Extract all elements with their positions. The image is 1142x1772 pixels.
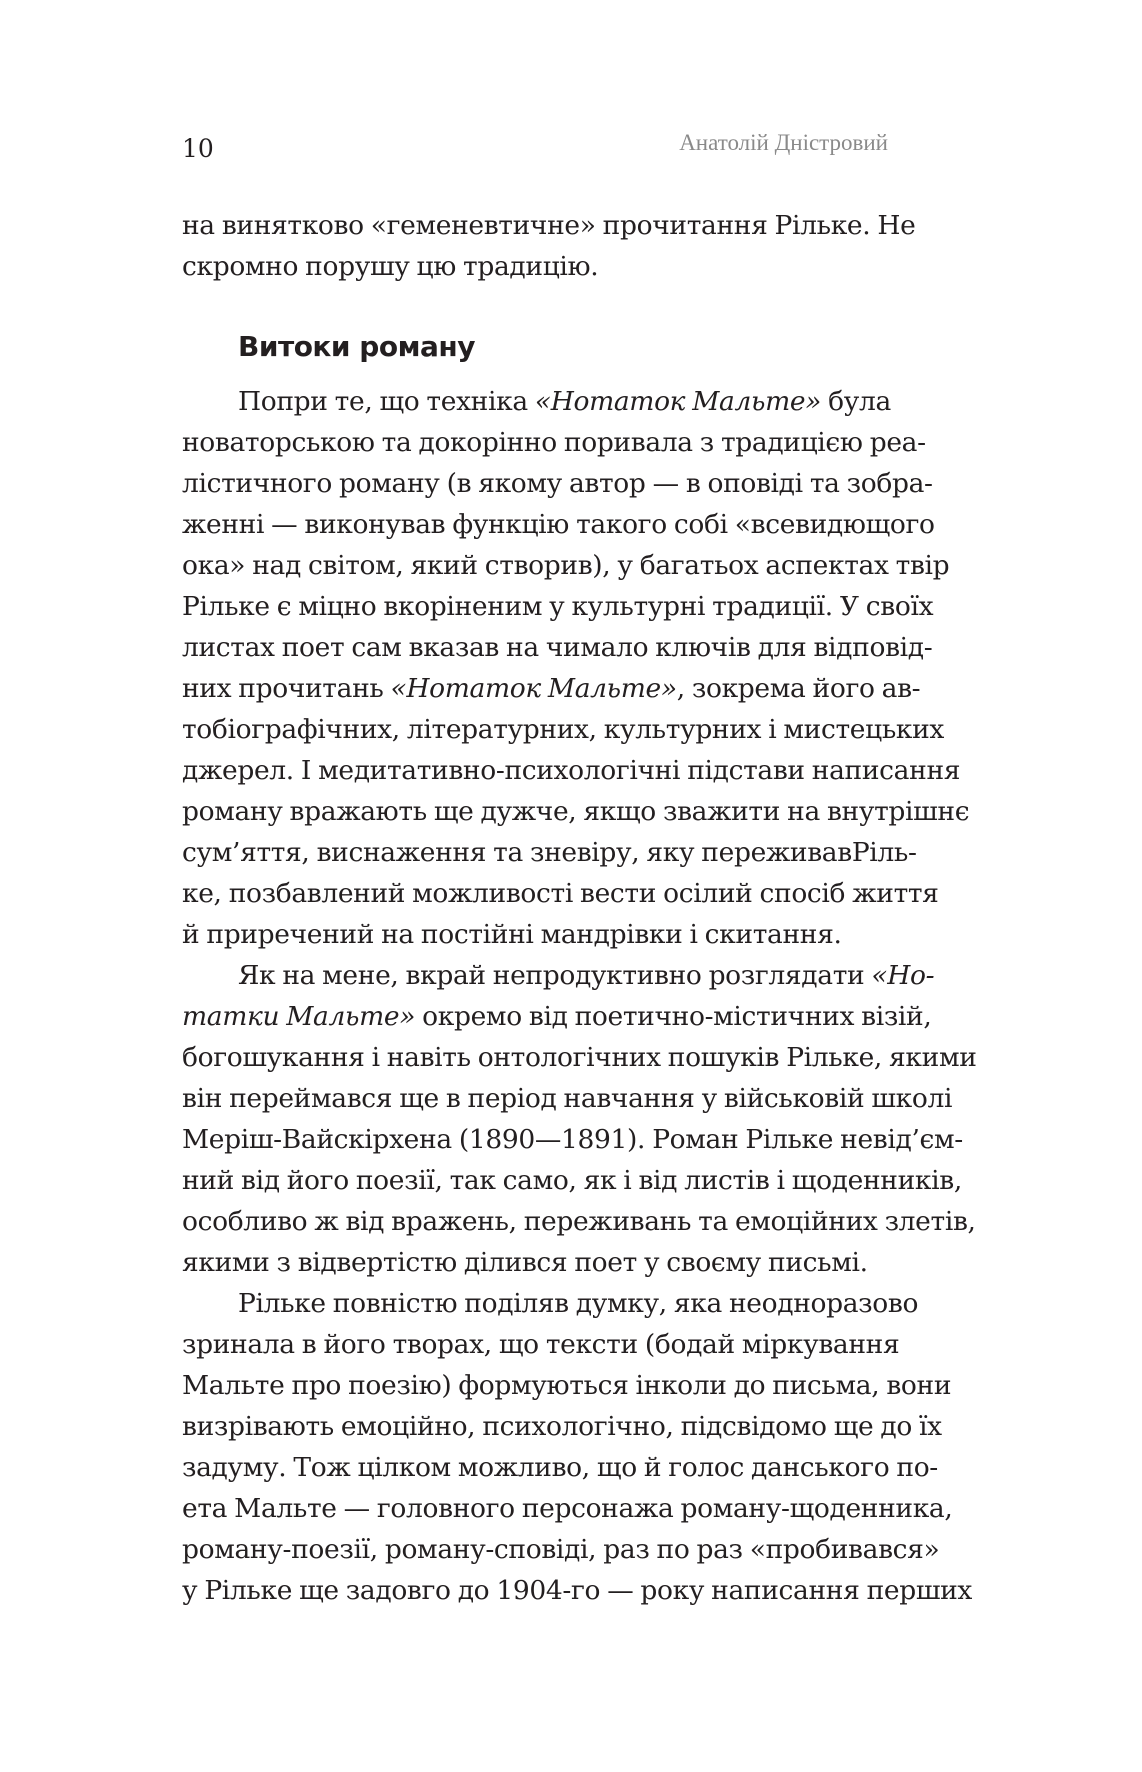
book-title-italic: «Нотаток Мальте» [534, 386, 822, 417]
page-body [182, 205, 977, 1611]
text-line: й приречений на постійні мандрівки і скитання. [182, 919, 842, 950]
text-line: татки Мальте» окремо від поетично-містичних візій, [182, 1001, 932, 1032]
paragraph [182, 1283, 973, 1611]
text-line: Попри те, що техніка «Нотаток Мальте» була [238, 386, 891, 417]
text-line: Мальте про поезію) формуються інколи до письма, вони [182, 1370, 952, 1401]
book-title-italic: «Но- [871, 960, 935, 991]
running-header-author: Анатолій Дністровий [679, 130, 888, 155]
text-line: роману-поезії, роману-сповіді, раз по раз «пробивався» [182, 1534, 940, 1565]
paragraph [182, 381, 970, 955]
section-heading: Витоки роману [238, 330, 475, 363]
text-line: богошукання і навіть онтологічних пошуків Рільке, якими [182, 1042, 977, 1073]
intro-line: на винятково «геменевтичне» прочитання Рільке. Не [182, 210, 916, 241]
text-line: у Рільке ще задовго до 1904-го — року написання перших [182, 1575, 973, 1606]
text-line: він переймався ще в період навчання у військовій школі [182, 1083, 953, 1114]
text-line: листах поет сам вказав на чимало ключів для відповід- [182, 632, 933, 663]
text-line: визрівають емоційно, психологічно, підсвідомо ще до їх [182, 1411, 942, 1442]
text-line: задуму. Тож цілком можливо, що й голос данського по- [182, 1452, 938, 1483]
text-line: особливо ж від вражень, переживань та емоційних злетів, [182, 1206, 976, 1237]
text-line: Рільке є міцно вкоріненим у культурні традиції. У своїх [182, 591, 934, 622]
text-line: якими з відвертістю ділився поет у своєму письмі. [182, 1247, 868, 1278]
text-line: роману вражають ще дужче, якщо зважити на внутрішнє [182, 796, 970, 827]
text-line: ке, позбавлений можливості вести осілий спосіб життя [182, 878, 939, 909]
text-line: новаторською та докорінно поривала з традицією реа- [182, 427, 926, 458]
text-line: лістичного роману (в якому автор — в оповіді та зобра- [182, 468, 933, 499]
text-line: женні — виконував функцію такого собі «всевидющого [182, 509, 935, 540]
intro-line: скромно порушу цю традицію. [182, 251, 599, 282]
text-line: ета Мальте — головного персонажа роману-щоденника, [182, 1493, 953, 1524]
running-header [182, 130, 888, 170]
text-line: Рільке повністю поділяв думку, яка неодноразово [238, 1288, 919, 1319]
book-title-italic: «Нотаток Мальте» [390, 673, 677, 704]
text-line: тобіографічних, літературних, культурних і мистецьких [182, 714, 945, 745]
text-line: сум’яття, виснаження та зневіру, яку переживавРіль- [182, 837, 917, 868]
page-number: 10 [182, 134, 214, 163]
text-line: зринала в його творах, що тексти (бодай міркування [182, 1329, 900, 1360]
text-line: джерел. І медитативно-психологічні підстави написання [182, 755, 961, 786]
paragraph [182, 955, 977, 1283]
text-line: ока» над світом, який створив), у багатьох аспектах твір [182, 550, 950, 581]
book-title-italic: татки Мальте» [182, 1001, 416, 1032]
text-line: них прочитань «Нотаток Мальте», зокрема його ав- [182, 673, 921, 704]
text-line: Меріш-Вайскірхена (1890—1891). Роман Рільке невід’єм- [182, 1124, 963, 1155]
text-line: ний від його поезії, так само, як і від листів і щоденників, [182, 1165, 962, 1196]
text-line: Як на мене, вкрай непродуктивно розглядати «Но- [238, 960, 935, 991]
